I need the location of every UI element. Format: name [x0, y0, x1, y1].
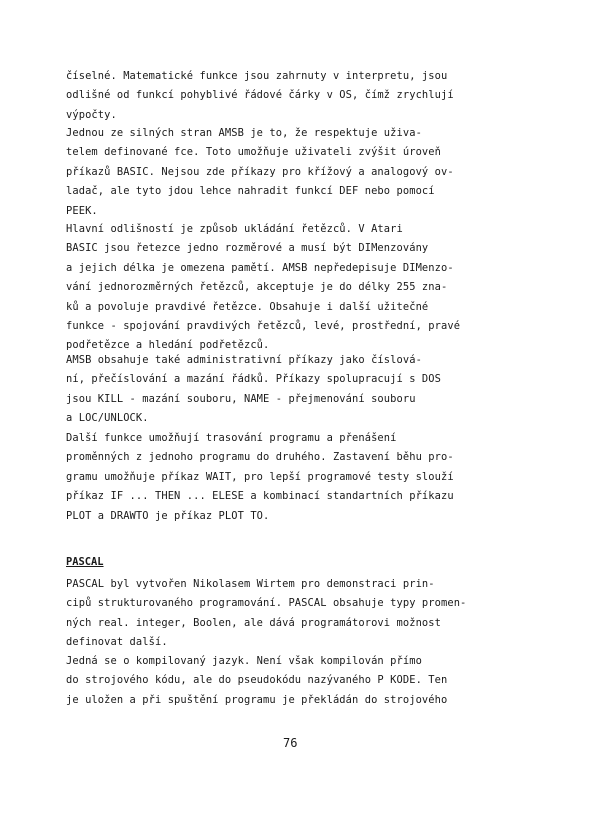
text-line: příkaz IF ... THEN ... ELESE a kombinací standartních příkazu [66, 490, 454, 503]
text-line: Hlavní odlišností je způsob ukládání řetězců. V Atari [66, 223, 403, 235]
text-line: cipů strukturovaného programování. PASCAL obsahuje typy promen- [66, 597, 467, 610]
text-line: ní, přečíslování a mazání řádků. Příkazy spolupracují s DOS [66, 373, 441, 386]
text-line: PLOT a DRAWTO je příkaz PLOT TO. [66, 509, 270, 522]
text-line: gramu umožňuje příkaz WAIT, pro lepší programové testy slouží [66, 470, 454, 483]
text-line: Jednou ze silných stran AMSB je to, že respektuje uživa- [66, 127, 422, 139]
section-heading-pascal: PASCAL [66, 556, 104, 568]
text-line: Další funkce umožňují trasování programu a přenášení [66, 432, 397, 444]
text-line: výpočty. [66, 108, 117, 121]
text-line: jsou KILL - mazání souboru, NAME - přejmenování souboru [66, 392, 416, 405]
text-line: PASCAL byl vytvořen Nikolasem Wirtem pro demonstraci prin- [66, 578, 435, 590]
paragraph-math-functions [66, 67, 514, 125]
text-line: podřetězce a hledání podřetězců. [66, 339, 270, 352]
text-line: ladač, ale tyto jdou lehce nahradit funkcí DEF nebo pomocí [66, 185, 435, 198]
text-line: ných real. integer, Boolen, ale dává programátorovi možnost [66, 616, 441, 629]
text-line: telem definované fce. Toto umožňuje uživateli zvýšit úroveň [66, 146, 441, 159]
paragraph-pascal-intro [66, 575, 514, 653]
paragraph-user-functions [66, 124, 514, 221]
text-line: ků a povoluje pravdivé řetězce. Obsahuje i další užitečné [66, 300, 429, 313]
text-line: číselné. Matematické funkce jsou zahrnuty v interpretu, jsou [66, 70, 448, 82]
text-line: příkazů BASIC. Nejsou zde příkazy pro křížový a analogový ov- [66, 165, 454, 178]
text-line: Jedná se o kompilovaný jazyk. Není však kompilován přímo [66, 655, 422, 667]
text-line: AMSB obsahuje také administrativní příkazy jako číslová- [66, 354, 422, 366]
text-line: BASIC jsou řetezce jedno rozměrové a musí být DIMenzovány [66, 242, 429, 255]
text-line: PEEK. [66, 204, 98, 217]
text-line: definovat další. [66, 636, 168, 649]
paragraph-admin-commands [66, 351, 514, 429]
text-line: je uložen a při spuštění programu je překládán do strojového [66, 693, 448, 706]
paragraph-tracing [66, 429, 514, 526]
text-line: a jejich délka je omezena pamětí. AMSB nepředepisuje DIMenzo- [66, 261, 454, 274]
text-line: funkce - spojování pravdivých řetězců, levé, prostřední, pravé [66, 319, 461, 332]
page-number: 76 [283, 736, 298, 750]
text-line: vání jednorozměrných řetězců, akceptuje je do délky 255 zna- [66, 281, 448, 294]
text-line: do strojového kódu, ale do pseudokódu nazývaného P KODE. Ten [66, 674, 448, 687]
text-line: odlišné od funkcí pohyblivé řádové čárky v OS, čímž zrychlují [66, 89, 454, 102]
text-line: a LOC/UNLOCK. [66, 412, 149, 425]
paragraph-pascal-compiler [66, 652, 514, 710]
paragraph-strings [66, 220, 514, 356]
text-line: proměnných z jednoho programu do druhého. Zastavení běhu pro- [66, 451, 454, 464]
